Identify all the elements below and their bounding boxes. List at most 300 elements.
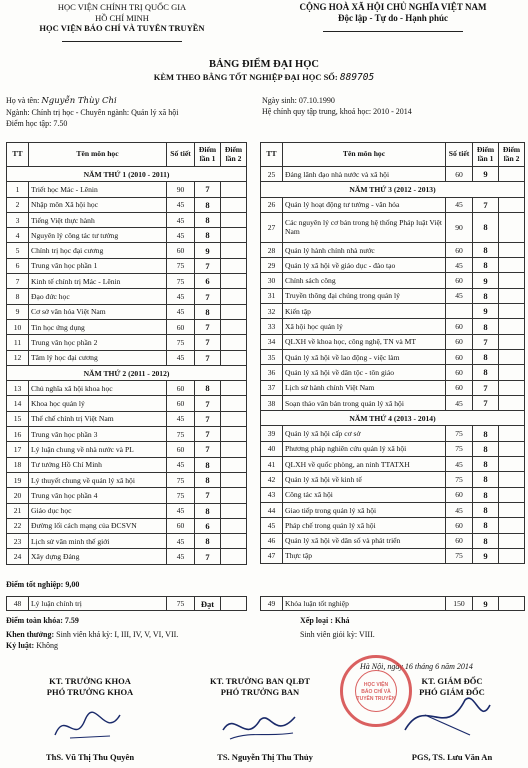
credits [446, 304, 473, 319]
signing-date: Hà Nội, ngày 16 tháng 6 năm 2014 [360, 662, 473, 671]
score-second [499, 548, 525, 563]
table-row [7, 503, 247, 518]
total-score: Điểm toàn khóa: 7.59 [6, 616, 79, 625]
subject-name: Tâm lý học đại cương [29, 350, 167, 365]
score-second [221, 212, 247, 227]
row-number: 35 [261, 349, 283, 364]
graduation-table-left [6, 596, 247, 611]
subject-name: Lý thuyết chung về quản lý xã hội [29, 472, 167, 487]
grades-table-left [6, 142, 247, 565]
subject-name: Giao tiếp trong quản lý xã hội [283, 502, 446, 517]
sig-right-title-1: KT. GIÁM ĐỐC [421, 676, 483, 686]
score-second [221, 503, 247, 518]
table-row [261, 304, 525, 319]
sig-right-name: PGS, TS. Lưu Văn An [411, 752, 493, 762]
col-subject: Tên môn học [283, 143, 446, 167]
subject-name: Trung văn học phần 2 [29, 335, 167, 350]
subject-name: Chính trị học đại cương [29, 243, 167, 258]
row-number: 34 [261, 334, 283, 349]
grad-left-score: Đạt [195, 597, 221, 611]
row-number: 30 [261, 273, 283, 288]
row-number: 2 [7, 197, 29, 212]
score-second [221, 457, 247, 472]
subject-name: Truyền thông đại chúng trong quản lý [283, 288, 446, 303]
subject-name: Tiếng Việt thực hành [29, 212, 167, 227]
score-first: 8 [195, 212, 221, 227]
score-first: 7 [473, 334, 499, 349]
score-first: 8 [473, 258, 499, 273]
stamp-text-2: BÁO CHÍ VÀ [361, 689, 391, 695]
row-number: 31 [261, 288, 283, 303]
table-row [7, 396, 247, 411]
credits: 90 [446, 212, 473, 242]
credits: 60 [446, 518, 473, 533]
score-second [499, 457, 525, 472]
score-first: 7 [195, 350, 221, 365]
discipline-line [6, 641, 58, 650]
reward-label: Khen thưởng: [6, 630, 55, 639]
subject-name: Nguyên lý công tác tư tưởng [29, 228, 167, 243]
subject-name: Quản lý xã hội về dân tộc - tôn giáo [283, 365, 446, 380]
table-row [7, 197, 247, 212]
score-second [499, 518, 525, 533]
score-first: 9 [473, 304, 499, 319]
sig-mid-title-2: PHÓ TRƯỞNG BAN [220, 687, 300, 697]
score-second [499, 167, 525, 182]
score-second [221, 228, 247, 243]
score-first: 8 [473, 441, 499, 456]
grad-right-score: 9 [473, 597, 499, 611]
credits: 45 [167, 212, 195, 227]
subject-name: QLXH về quốc phòng, an ninh TTATXH [283, 457, 446, 472]
table-row [261, 548, 525, 563]
year-section-row [261, 411, 525, 426]
credits: 75 [446, 426, 473, 441]
grades-table-right [260, 142, 525, 564]
row-number: 26 [261, 197, 283, 212]
score-second [221, 381, 247, 396]
credits: 45 [167, 503, 195, 518]
row-number: 12 [7, 350, 29, 365]
score-first: 9 [473, 273, 499, 288]
grad-left-score2 [221, 597, 247, 611]
score-second [221, 274, 247, 289]
row-number: 17 [7, 442, 29, 457]
score-first: 8 [195, 381, 221, 396]
credits: 75 [167, 258, 195, 273]
subject-name: Tư tưởng Hồ Chí Minh [29, 457, 167, 472]
subject-name: Quản lý xã hội về kinh tế [283, 472, 446, 487]
score-first: 7 [473, 395, 499, 410]
row-number: 5 [7, 243, 29, 258]
subject-name: Pháp chế trong quản lý xã hội [283, 518, 446, 533]
row-number: 9 [7, 304, 29, 319]
discipline-label: Kỷ luật: [6, 641, 35, 650]
subject-name: Chủ nghĩa xã hội khoa học [29, 381, 167, 396]
row-number: 23 [7, 534, 29, 549]
subject-name: Quản lý xã hội cấp cơ sở [283, 426, 446, 441]
year-section-row [7, 365, 247, 380]
student-gpa: Điểm học tập: 7.50 [6, 119, 68, 128]
row-number: 24 [7, 549, 29, 564]
table-row [7, 350, 247, 365]
score-second [499, 288, 525, 303]
col-tt: TT [261, 143, 283, 167]
sig-right-title-2: PHÓ GIÁM ĐỐC [419, 687, 485, 697]
score-first: 7 [195, 549, 221, 564]
table-row [7, 381, 247, 396]
table-row [261, 518, 525, 533]
reward-right: Sinh viên giỏi kỳ: VIII. [300, 630, 375, 639]
subject-name: Tin học ứng dụng [29, 319, 167, 334]
score-first: 7 [195, 488, 221, 503]
credits: 45 [167, 549, 195, 564]
row-number: 25 [261, 167, 283, 182]
row-number: 18 [7, 457, 29, 472]
issuer-line-3: HỌC VIỆN BÁO CHÍ VÀ TUYÊN TRUYỀN [39, 23, 205, 33]
credits: 45 [167, 350, 195, 365]
credits: 45 [167, 228, 195, 243]
credits: 75 [446, 441, 473, 456]
credits: 45 [167, 304, 195, 319]
grad-left-tt: 48 [7, 597, 29, 611]
grad-right-credits: 150 [446, 597, 473, 611]
issuer-line-1: HỌC VIỆN CHÍNH TRỊ QUỐC GIA [57, 2, 187, 12]
score-first: 8 [473, 365, 499, 380]
score-first: 8 [473, 288, 499, 303]
col-score2: Điểm lần 2 [499, 143, 525, 167]
table-row [7, 427, 247, 442]
score-first: 8 [473, 518, 499, 533]
sig-left-name: ThS. Vũ Thị Thu Quyên [45, 752, 135, 762]
score-second [499, 242, 525, 257]
credits: 45 [167, 534, 195, 549]
credits: 60 [167, 442, 195, 457]
grad-left-credits: 75 [167, 597, 195, 611]
row-number: 37 [261, 380, 283, 395]
row-number: 38 [261, 395, 283, 410]
national-underline [323, 30, 463, 32]
row-number: 27 [261, 212, 283, 242]
credits: 45 [167, 411, 195, 426]
score-first: 6 [195, 274, 221, 289]
row-number: 22 [7, 518, 29, 533]
score-first: 8 [473, 242, 499, 257]
row-number: 11 [7, 335, 29, 350]
score-second [221, 534, 247, 549]
table-row [261, 365, 525, 380]
table-row [261, 349, 525, 364]
score-second [499, 319, 525, 334]
sig-left-title [10, 676, 170, 698]
subject-name: Trung văn học phần 4 [29, 488, 167, 503]
score-second [499, 395, 525, 410]
credits: 75 [446, 548, 473, 563]
credits: 75 [446, 472, 473, 487]
credits: 60 [446, 380, 473, 395]
subject-name: Lý luận chung về nhà nước và PL [29, 442, 167, 457]
row-number: 16 [7, 427, 29, 442]
credits: 60 [446, 349, 473, 364]
subject-name: Công tác xã hội [283, 487, 446, 502]
score-first: 8 [473, 212, 499, 242]
student-dob: 07.10.1990 [298, 96, 335, 105]
table-row [261, 487, 525, 502]
classification: Xếp loại : Khá [300, 616, 350, 625]
subject-name: Các nguyên lý cơ bản trong hệ thống Pháp luật Việt Nam [283, 212, 446, 242]
subject-name: Nhập môn Xã hội học [29, 197, 167, 212]
score-first: 7 [195, 319, 221, 334]
table-row [261, 533, 525, 548]
signature-mid [215, 705, 305, 750]
subtitle-text: KÈM THEO BẰNG TỐT NGHIỆP ĐẠI HỌC SỐ: [153, 72, 338, 82]
subject-name: Lịch sử hành chính Việt Nam [283, 380, 446, 395]
credits: 60 [446, 273, 473, 288]
col-credits: Số tiết [446, 143, 473, 167]
national-line-2: Độc lập - Tự do - Hạnh phúc [337, 13, 448, 23]
col-tt: TT [7, 143, 29, 167]
document-subtitle [0, 72, 528, 83]
score-second [499, 334, 525, 349]
score-second [221, 335, 247, 350]
credits: 60 [446, 533, 473, 548]
reward-text: Sinh viên khá kỳ: I, III, IV, V, VI, VII. [56, 630, 179, 639]
credits: 45 [446, 258, 473, 273]
subject-name: Quản lý xã hội về dân số và phát triển [283, 533, 446, 548]
credits: 45 [167, 197, 195, 212]
dob-label: Ngày sinh: [262, 96, 297, 105]
score-first: 7 [473, 197, 499, 212]
table-row [7, 534, 247, 549]
credits: 45 [167, 289, 195, 304]
table-row [261, 258, 525, 273]
subject-name: Phương pháp nghiên cứu quản lý xã hội [283, 441, 446, 456]
credits: 75 [167, 335, 195, 350]
discipline-text: Không [36, 641, 59, 650]
score-second [221, 304, 247, 319]
subject-name: Quản lý hành chính nhà nước [283, 242, 446, 257]
table-row [261, 380, 525, 395]
score-first: 8 [473, 487, 499, 502]
subject-name: Thể chế chính trị Việt Nam [29, 411, 167, 426]
score-second [221, 427, 247, 442]
col-score1: Điểm lần 1 [195, 143, 221, 167]
col-credits: Số tiết [167, 143, 195, 167]
credits: 60 [167, 319, 195, 334]
issuer-header [6, 2, 238, 44]
year-section-label: NĂM THỨ 4 (2013 - 2014) [261, 411, 525, 426]
subject-name: Trung văn học phần 3 [29, 427, 167, 442]
subject-name: Khoa học quản lý [29, 396, 167, 411]
score-first: 7 [195, 335, 221, 350]
credits: 60 [446, 487, 473, 502]
score-second [499, 426, 525, 441]
row-number: 6 [7, 258, 29, 273]
table-row [261, 273, 525, 288]
student-info-left [6, 95, 266, 129]
student-info-right [262, 95, 524, 117]
sig-mid-title-1: KT. TRƯỞNG BAN QLĐT [210, 676, 310, 686]
row-number: 28 [261, 242, 283, 257]
row-number: 33 [261, 319, 283, 334]
credits: 45 [446, 457, 473, 472]
score-second [221, 518, 247, 533]
subject-name: Soạn thảo văn bản trong quản lý xã hội [283, 395, 446, 410]
subject-name: Lịch sử văn minh thế giới [29, 534, 167, 549]
subject-name: Kinh tế chính trị Mác - Lênin [29, 274, 167, 289]
student-major: Ngành: Chính trị học - Chuyên ngành: Quản lý xã hội [6, 108, 179, 117]
subject-name: Cơ sở văn hóa Việt Nam [29, 304, 167, 319]
diploma-number: 889705 [339, 72, 375, 83]
grad-right-subject: Khóa luận tốt nghiệp [283, 597, 446, 611]
credits: 60 [167, 381, 195, 396]
col-subject: Tên môn học [29, 143, 167, 167]
credits: 75 [167, 472, 195, 487]
score-second [221, 350, 247, 365]
year-section-label: NĂM THỨ 2 (2011 - 2012) [7, 365, 247, 380]
score-first: 7 [195, 396, 221, 411]
table-row [261, 242, 525, 257]
score-first: 9 [473, 548, 499, 563]
name-label: Họ và tên: [6, 96, 40, 105]
subject-name: Quản lý xã hội về lao động - việc làm [283, 349, 446, 364]
year-section-label: NĂM THỨ 1 (2010 - 2011) [7, 167, 247, 182]
row-number: 45 [261, 518, 283, 533]
table-row [7, 289, 247, 304]
table-row [7, 518, 247, 533]
row-number: 8 [7, 289, 29, 304]
issuer-line-2: HỒ CHÍ MINH [95, 12, 149, 23]
row-number: 43 [261, 487, 283, 502]
table-row [261, 212, 525, 242]
year-section-label: NĂM THỨ 3 (2012 - 2013) [261, 182, 525, 197]
credits: 45 [446, 288, 473, 303]
student-system: Hệ chính quy tập trung, khoá học: 2010 - 2014 [262, 107, 412, 116]
credits: 75 [167, 427, 195, 442]
subject-name: Thực tập [283, 548, 446, 563]
score-first: 8 [473, 319, 499, 334]
table-row [7, 335, 247, 350]
row-number: 32 [261, 304, 283, 319]
row-number: 14 [7, 396, 29, 411]
table-row [7, 304, 247, 319]
score-second [221, 319, 247, 334]
table-row [7, 258, 247, 273]
row-number: 29 [261, 258, 283, 273]
issuer-underline [62, 40, 182, 42]
credits: 45 [446, 197, 473, 212]
score-first: 7 [195, 182, 221, 197]
score-first: 7 [473, 380, 499, 395]
student-name: Nguyễn Thùy Chi [41, 96, 117, 106]
table-row [7, 243, 247, 258]
subject-name: Kiến tập [283, 304, 446, 319]
score-second [499, 380, 525, 395]
row-number: 44 [261, 502, 283, 517]
score-second [221, 396, 247, 411]
score-first: 6 [195, 518, 221, 533]
subject-name: Quản lý xã hội về giáo dục - đào tạo [283, 258, 446, 273]
table-row [261, 334, 525, 349]
score-second [499, 502, 525, 517]
subject-name: Xã hội học quản lý [283, 319, 446, 334]
sig-left-title-1: KT. TRƯỞNG KHOA [49, 676, 131, 686]
national-line-1: CỘNG HOÀ XÃ HỘI CHỦ NGHĨA VIỆT NAM [299, 2, 487, 12]
credits: 60 [446, 365, 473, 380]
row-number: 46 [261, 533, 283, 548]
table-row [7, 549, 247, 564]
table-row [7, 411, 247, 426]
score-first: 8 [473, 533, 499, 548]
credits: 60 [446, 319, 473, 334]
national-header [262, 2, 524, 35]
credits: 45 [446, 395, 473, 410]
score-first: 8 [195, 534, 221, 549]
subject-name: Triết học Mác - Lênin [29, 182, 167, 197]
credits: 60 [167, 243, 195, 258]
score-second [499, 273, 525, 288]
row-number: 21 [7, 503, 29, 518]
subject-name: Trung văn học phần 1 [29, 258, 167, 273]
score-first: 9 [473, 167, 499, 182]
sig-mid-title [180, 676, 340, 698]
subject-name: QLXH về khoa học, công nghệ, TN và MT [283, 334, 446, 349]
score-second [499, 533, 525, 548]
score-second [221, 411, 247, 426]
row-number: 13 [7, 381, 29, 396]
credits: 60 [167, 518, 195, 533]
table-row [261, 472, 525, 487]
score-second [221, 243, 247, 258]
score-second [499, 304, 525, 319]
year-section-row [7, 167, 247, 182]
score-second [221, 289, 247, 304]
score-second [221, 258, 247, 273]
score-first: 7 [195, 258, 221, 273]
signature-left [50, 700, 130, 750]
score-second [499, 487, 525, 502]
sig-mid-name: TS. Nguyễn Thị Thu Thủy [217, 752, 313, 762]
score-first: 8 [473, 349, 499, 364]
score-first: 8 [473, 502, 499, 517]
credits: 60 [446, 242, 473, 257]
table-row [7, 274, 247, 289]
score-second [221, 182, 247, 197]
reward-line [6, 630, 178, 639]
grad-right-score2 [499, 597, 525, 611]
credits: 60 [446, 334, 473, 349]
table-row [261, 457, 525, 472]
row-number: 40 [261, 441, 283, 456]
score-second [221, 472, 247, 487]
score-second [499, 472, 525, 487]
row-number: 36 [261, 365, 283, 380]
subject-name: Đảng lãnh đạo nhà nước và xã hội [283, 167, 446, 182]
credits: 45 [167, 457, 195, 472]
table-row [7, 488, 247, 503]
stamp-text-1: HỌC VIỆN [363, 682, 389, 688]
document-title: BẢNG ĐIỂM ĐẠI HỌC [209, 59, 319, 70]
row-number: 42 [261, 472, 283, 487]
score-first: 7 [195, 442, 221, 457]
score-first: 7 [195, 427, 221, 442]
grad-left-subject: Lý luận chính trị [29, 597, 167, 611]
table-row [7, 472, 247, 487]
row-number: 3 [7, 212, 29, 227]
sig-left-title-2: PHÓ TRƯỞNG KHOA [46, 687, 134, 697]
table-row [261, 426, 525, 441]
row-number: 20 [7, 488, 29, 503]
